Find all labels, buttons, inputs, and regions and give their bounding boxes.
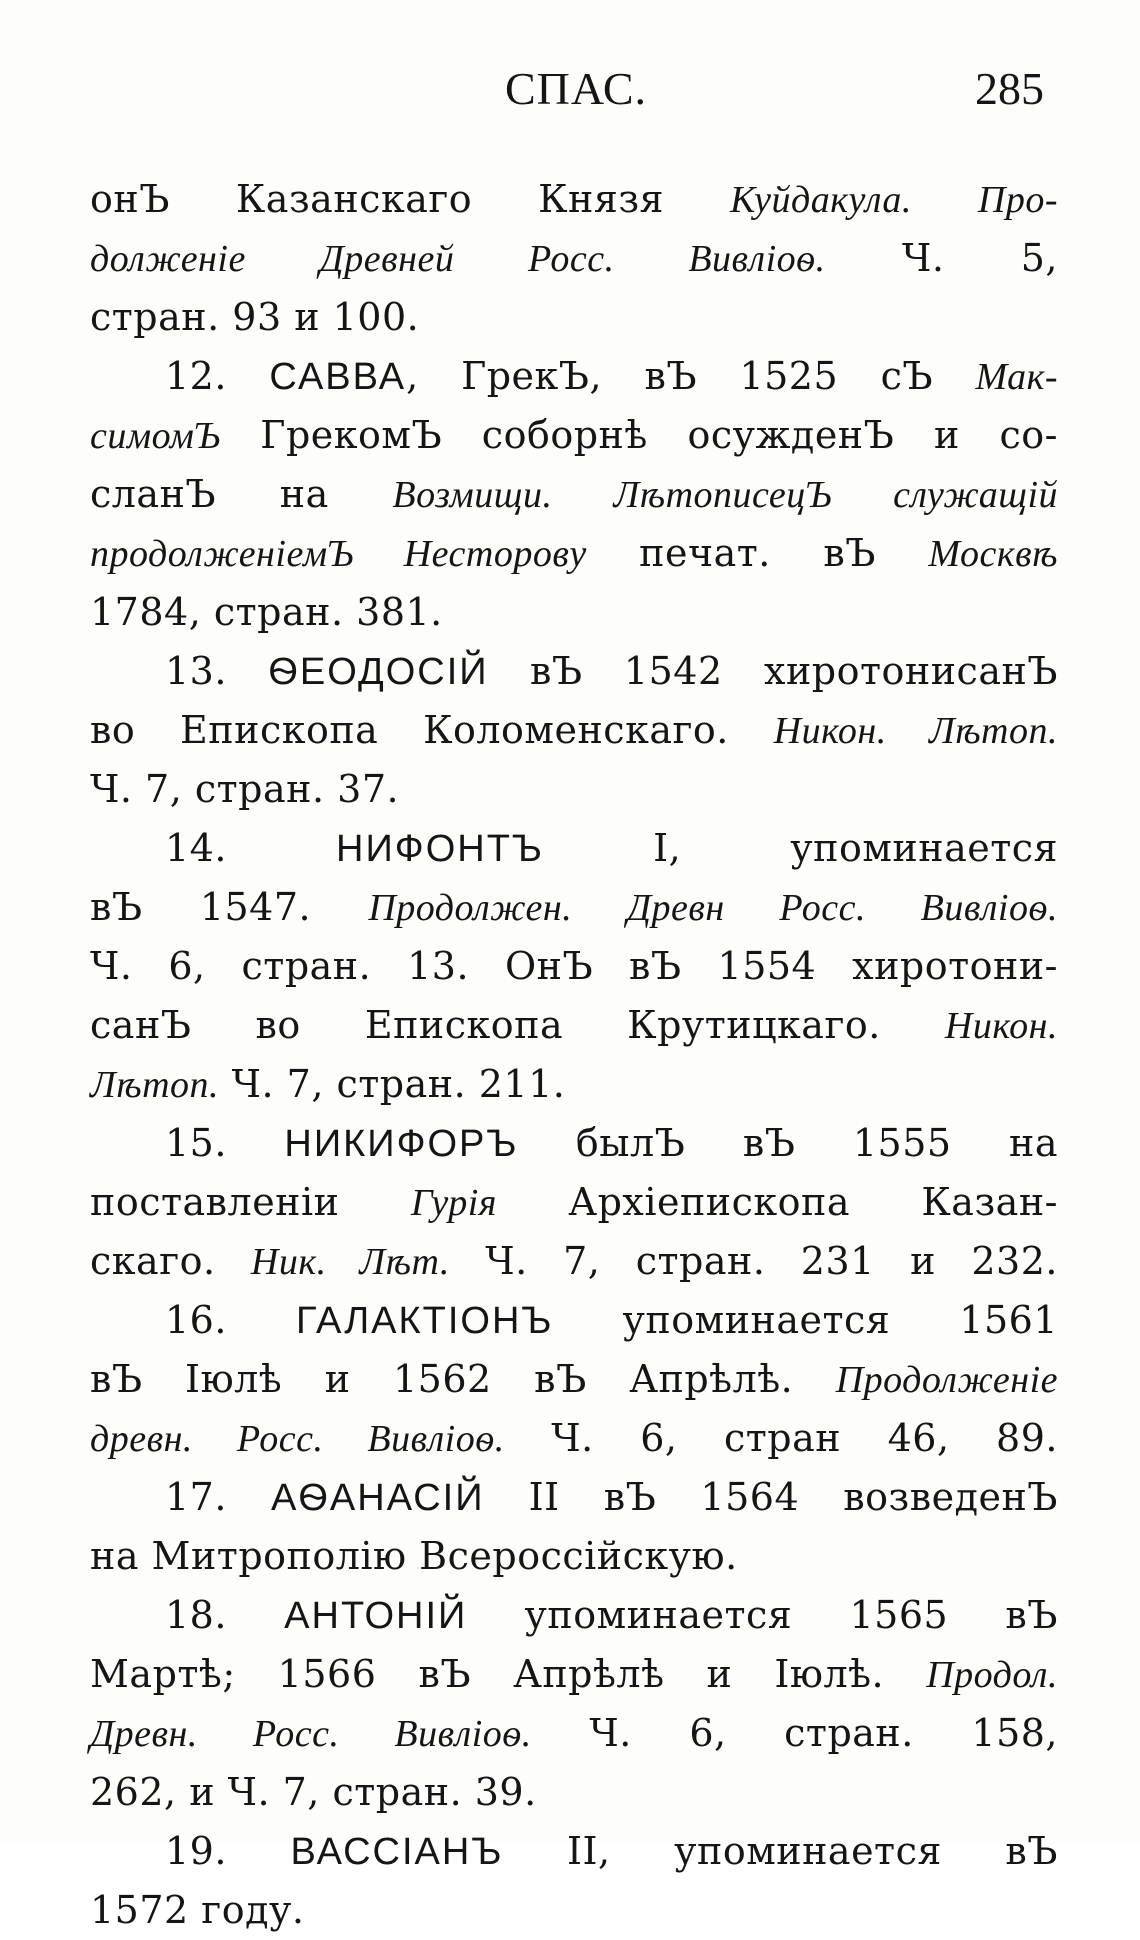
entry-name: АѲАНАСІЙ — [271, 1477, 485, 1519]
text-segment: санЪ во Епископа Крутицкаго. — [90, 1003, 945, 1047]
text-segment: 262, и Ч. 7, стран. 39. — [90, 1770, 537, 1814]
text-line — [90, 1763, 1058, 1822]
text-line — [90, 1409, 1058, 1468]
text-segment: I, упоминается — [543, 826, 1058, 870]
text-line — [90, 1055, 1058, 1114]
text-line — [90, 642, 1058, 701]
entry-name: ВАССІАНЪ — [290, 1831, 504, 1873]
text-line — [90, 701, 1058, 760]
text-line — [90, 583, 1058, 642]
text-line — [90, 1232, 1058, 1291]
citation-text: Лѣтоп. — [90, 1064, 220, 1106]
text-segment: Ч. 6, стран. 13. ОнЪ вЪ 1554 хиротони- — [90, 944, 1058, 988]
text-segment: 14. — [165, 826, 337, 870]
text-line — [90, 1527, 1058, 1586]
text-segment: былЪ вЪ 1555 на — [518, 1121, 1058, 1165]
text-segment: вЪ 1542 хиротонисанЪ — [488, 649, 1058, 693]
text-segment: 16. — [165, 1298, 296, 1342]
text-line — [90, 170, 1058, 229]
text-line — [90, 1173, 1058, 1232]
text-line — [90, 1350, 1058, 1409]
text-segment: 17. — [165, 1475, 272, 1519]
citation-text: долженіе Древней Росс. Вивліоѳ. — [90, 238, 826, 280]
citation-text: Продолжен. Древн Росс. Вивліоѳ. — [368, 887, 1058, 929]
citation-text: Гурія — [410, 1182, 497, 1224]
text-segment: скаго. — [90, 1239, 251, 1283]
citation-text: симомЪ — [90, 415, 221, 457]
text-segment: Ч. 6, стран 46, 89. — [504, 1416, 1058, 1460]
text-line — [90, 1586, 1058, 1645]
text-segment: поставленіи — [90, 1180, 411, 1224]
text-segment: во Епископа Коломенскаго. — [90, 708, 774, 752]
text-segment: сланЪ на — [90, 472, 393, 516]
page-header — [0, 62, 1140, 132]
text-segment: 19. — [165, 1829, 291, 1873]
citation-text: Москвѣ — [928, 533, 1059, 575]
citation-text: Возмищи. ЛѣтописецЪ служащій — [392, 474, 1059, 516]
citation-text: Древн. Росс. Вивліоѳ. — [90, 1713, 532, 1755]
text-line — [90, 1468, 1058, 1527]
text-line — [90, 1114, 1058, 1173]
entry-name: САВВА — [269, 356, 407, 398]
text-segment: Ч. 5, — [825, 236, 1058, 280]
entry-name: ѲЕОДОСІЙ — [268, 651, 489, 693]
text-line — [90, 347, 1058, 406]
text-segment: вЪ Іюлѣ и 1562 вЪ Апрѣлѣ. — [90, 1357, 836, 1401]
text-line — [90, 760, 1058, 819]
citation-text: древн. Росс. Вивліоѳ. — [90, 1418, 505, 1460]
text-segment: на Митрополію Всероссійскую. — [90, 1534, 738, 1578]
text-line — [90, 1822, 1058, 1881]
text-line — [90, 937, 1058, 996]
text-segment: 13. — [165, 649, 269, 693]
text-segment: Ч. 7, стран. 211. — [219, 1062, 566, 1106]
citation-text: Продолженіе — [835, 1359, 1058, 1401]
text-line — [90, 524, 1058, 583]
citation-text: Мак- — [975, 356, 1058, 398]
body-text — [90, 170, 1058, 1940]
text-segment: Ч. 7, стран. 37. — [90, 767, 400, 811]
text-segment: 1572 году. — [90, 1888, 305, 1932]
text-segment: Ч. 6, стран. 158, — [531, 1711, 1059, 1755]
text-segment: 18. — [165, 1593, 285, 1637]
citation-text: Про- — [977, 179, 1058, 221]
text-segment: , ГрекЪ, вЪ 1525 сЪ — [406, 354, 976, 398]
text-line — [90, 1291, 1058, 1350]
entry-name: НИКИФОРЪ — [284, 1123, 519, 1165]
text-segment: печат. вЪ — [586, 531, 929, 575]
text-line — [90, 819, 1058, 878]
citation-text: продолженіемЪ Несторову — [90, 533, 587, 575]
text-segment: упоминается 1561 — [553, 1298, 1059, 1342]
text-line — [90, 288, 1058, 347]
text-segment: стран. 93 и 100. — [90, 295, 420, 339]
text-segment: вЪ 1547. — [90, 885, 369, 929]
entry-name: АНТОНІЙ — [284, 1595, 468, 1637]
text-line — [90, 1645, 1058, 1704]
text-line — [90, 465, 1058, 524]
citation-text: Продол. — [926, 1654, 1058, 1696]
text-segment: II вЪ 1564 возведенЪ — [484, 1475, 1058, 1519]
text-segment: Мартѣ; 1566 вЪ Апрѣлѣ и Іюлѣ. — [90, 1652, 927, 1696]
text-segment: Архіепископа Казан- — [496, 1180, 1058, 1224]
text-segment: онЪ Казанскаго Князя — [90, 177, 731, 221]
text-segment — [912, 177, 978, 221]
entry-name: НИФОНТЪ — [336, 828, 544, 870]
text-segment: II, упоминается вЪ — [503, 1829, 1058, 1873]
citation-text: Никон. — [944, 1005, 1058, 1047]
text-line — [90, 878, 1058, 937]
text-segment: упоминается 1565 вЪ — [467, 1593, 1058, 1637]
citation-text: Ник. Лѣт. — [250, 1241, 450, 1283]
citation-text: Никон. Лѣтоп. — [773, 710, 1058, 752]
text-segment: ГрекомЪ соборнѣ осужденЪ и со- — [220, 413, 1058, 457]
text-line — [90, 1704, 1058, 1763]
entry-name: ГАЛАКТІОНЪ — [296, 1300, 554, 1342]
text-segment: 15. — [165, 1121, 285, 1165]
running-head: СПАС. — [505, 63, 648, 114]
text-line — [90, 406, 1058, 465]
text-line — [90, 1881, 1058, 1940]
text-segment: 12. — [165, 354, 270, 398]
text-line — [90, 996, 1058, 1055]
citation-text: Куйдакула. — [730, 179, 912, 221]
text-segment: 1784, стран. 381. — [90, 590, 443, 634]
text-segment: Ч. 7, стран. 231 и 232. — [449, 1239, 1058, 1283]
page-number: 285 — [975, 63, 1044, 114]
text-line — [90, 229, 1058, 288]
